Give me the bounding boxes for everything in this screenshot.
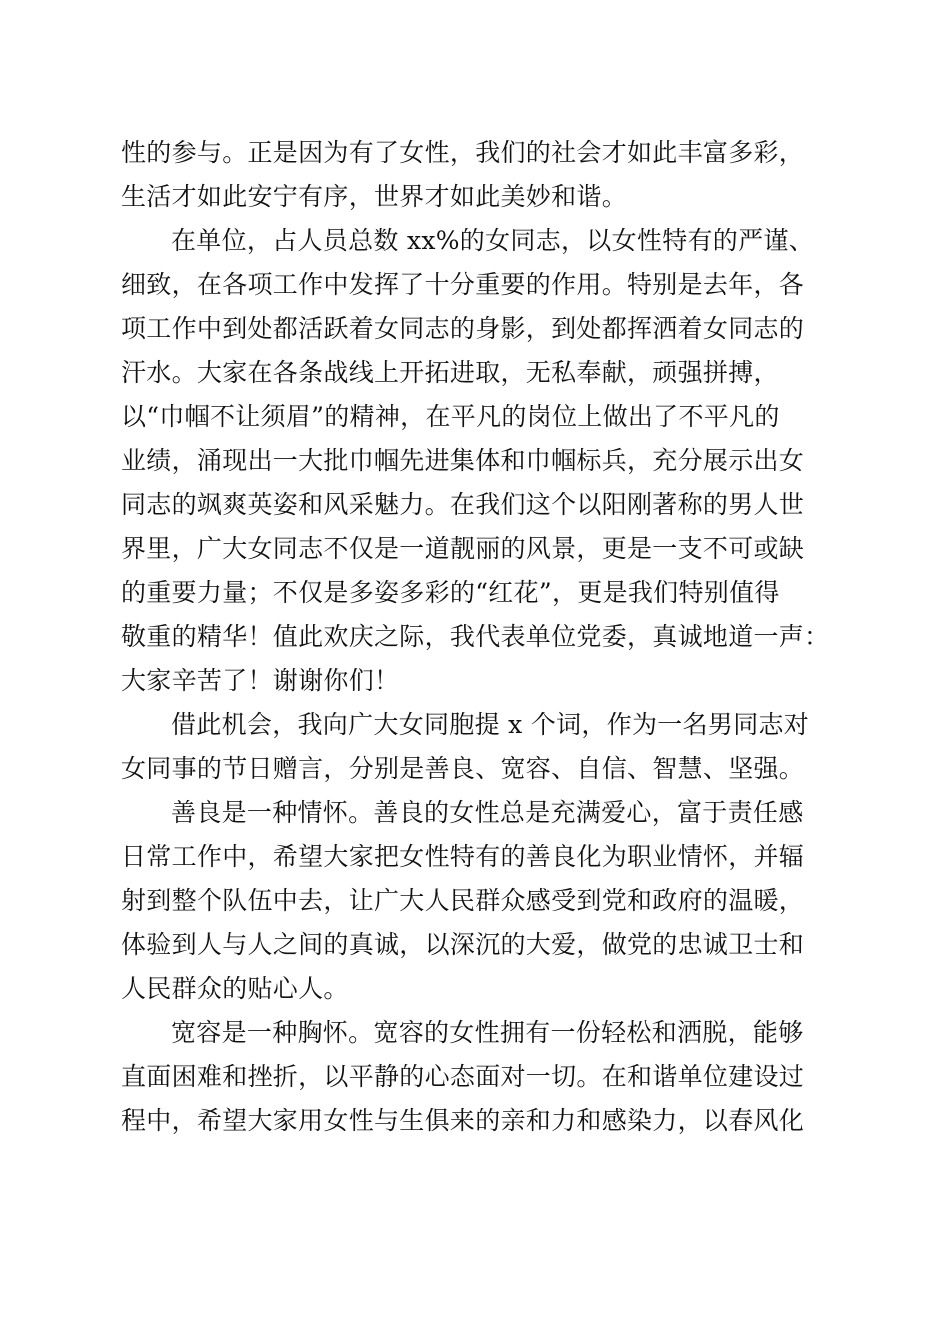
document-body <box>121 131 841 1143</box>
text-line: 项工作中到处都活跃着女同志的身影，到处都挥洒着女同志的 <box>121 314 805 343</box>
paragraph-first-line: 在单位，占人员总数 xx%的女同志，以女性特有的严谨、 <box>171 226 815 255</box>
paragraph-first-line: 借此机会，我向广大女同胞提 x 个词，作为一名男同志对 <box>171 710 810 739</box>
text-line: 程中，希望大家用女性与生俱来的亲和力和感染力，以春风化 <box>121 1106 805 1135</box>
text-line: 大家辛苦了！谢谢你们！ <box>121 666 400 695</box>
text-line: 以“巾帼不让须眉”的精神，在平凡的岗位上做出了不平凡的 <box>121 402 780 431</box>
text-line: 体验到人与人之间的真诚，以深沉的大爱，做党的忠诚卫士和 <box>121 930 805 959</box>
text-line: 的重要力量；不仅是多姿多彩的“红花”，更是我们特别值得 <box>121 578 780 607</box>
text-line: 直面困难和挫折，以平静的心态面对一切。在和谐单位建设过 <box>121 1062 805 1091</box>
text-line: 界里，广大女同志不仅是一道靓丽的风景，更是一支不可或缺 <box>121 534 805 563</box>
text-line: 人民群众的贴心人。 <box>121 974 349 1003</box>
paragraph-first-line: 善良是一种情怀。善良的女性总是充满爱心，富于责任感 <box>171 798 804 827</box>
text-line: 汗水。大家在各条战线上开拓进取，无私奉献，顽强拼搏， <box>121 358 779 387</box>
text-line: 性的参与。正是因为有了女性，我们的社会才如此丰富多彩， <box>121 138 805 167</box>
text-line: 女同事的节日赠言，分别是善良、宽容、自信、智慧、坚强。 <box>121 754 805 783</box>
text-line: 射到整个队伍中去，让广大人民群众感受到党和政府的温暖， <box>121 886 805 915</box>
text-line: 细致，在各项工作中发挥了十分重要的作用。特别是去年，各 <box>121 270 805 299</box>
text-line: 敬重的精华！值此欢庆之际，我代表单位党委，真诚地道一声： <box>121 622 830 651</box>
paragraph-first-line: 宽容是一种胸怀。宽容的女性拥有一份轻松和洒脱，能够 <box>171 1018 804 1047</box>
text-line: 同志的飒爽英姿和风采魅力。在我们这个以阳刚著称的男人世 <box>121 490 805 519</box>
text-line: 生活才如此安宁有序，世界才如此美妙和谐。 <box>121 182 628 211</box>
text-line: 日常工作中，希望大家把女性特有的善良化为职业情怀，并辐 <box>121 842 805 871</box>
text-line: 业绩，涌现出一大批巾帼先进集体和巾帼标兵，充分展示出女 <box>121 446 805 475</box>
